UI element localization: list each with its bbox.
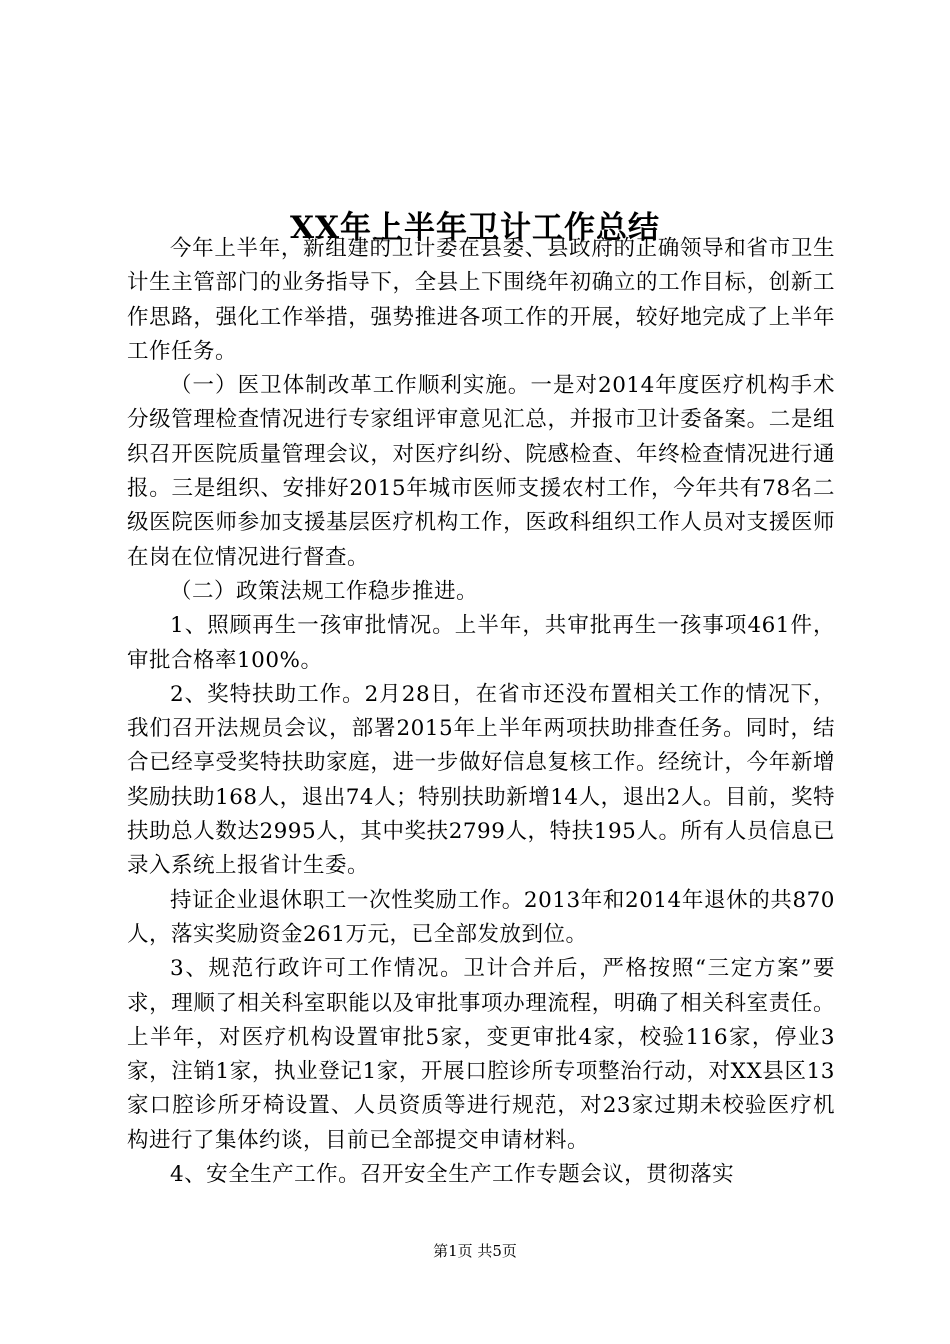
paragraph-item-1: 1、照顾再生一孩审批情况。上半年，共审批再生一孩事项461件，审批合格率100%。 — [127, 613, 835, 673]
paragraph-retirement-award: 持证企业退休职工一次性奖励工作。2013年和2014年退休的共870人，落实奖励资金261万元，已全部发放到位。 — [127, 887, 835, 947]
document-body — [127, 232, 835, 1192]
paragraph-item-3: 3、规范行政许可工作情况。卫计合并后，严格按照“三定方案”要求，理顺了相关科室职能以及审批事项办理流程，明确了相关科室责任。上半年，对医疗机构设置审批5家，变更审批4家，校验116家，停业3家，注销1家，执业登记1家，开展口腔诊所专项整治行动，对XX县区13家口腔诊所牙椅设置、人员资质等进行规范，对23家过期未校验医疗机构进行了集体约谈，目前已全部提交申请材料。 — [127, 956, 835, 1153]
paragraph-section-1: （一）医卫体制改革工作顺利实施。一是对2014年度医疗机构手术分级管理检查情况进行专家组评审意见汇总，并报市卫计委备案。二是组织召开医院质量管理会议，对医疗纠纷、院感检查、年终检查情况进行通报。三是组织、安排好2015年城市医师支援农村工作，今年共有78名二级医院医师参加支援基层医疗机构工作，医政科组织工作人员对支援医师在岗在位情况进行督查。 — [127, 373, 835, 570]
paragraph-section-2-heading: （二）政策法规工作稳步推进。 — [170, 578, 479, 604]
document-title: XX年上半年卫计工作总结 — [289, 209, 661, 246]
paragraph-item-2: 2、奖特扶助工作。2月28日，在省市还没布置相关工作的情况下，我们召开法规员会议，部署2015年上半年两项扶助排查任务。同时，结合已经享受奖特扶助家庭，进一步做好信息复核工作。经统计，今年新增奖励扶助168人，退出74人；特别扶助新增14人，退出2人。目前，奖特扶助总人数达2995人，其中奖扶2799人，特扶195人。所有人员信息已录入系统上报省计生委。 — [127, 681, 835, 879]
paragraph-intro: 今年上半年，新组建的卫计委在县委、县政府的正确领导和省市卫生计生主管部门的业务指导下，全县上下围绕年初确立的工作目标，创新工作思路，强化工作举措，强势推进各项工作的开展，较好地完成了上半年工作任务。 — [127, 236, 835, 364]
page-number-footer: 第1页 共5页 — [433, 1242, 517, 1260]
paragraph-item-4: 4、安全生产工作。召开安全生产工作专题会议，贯彻落实 — [170, 1162, 735, 1188]
